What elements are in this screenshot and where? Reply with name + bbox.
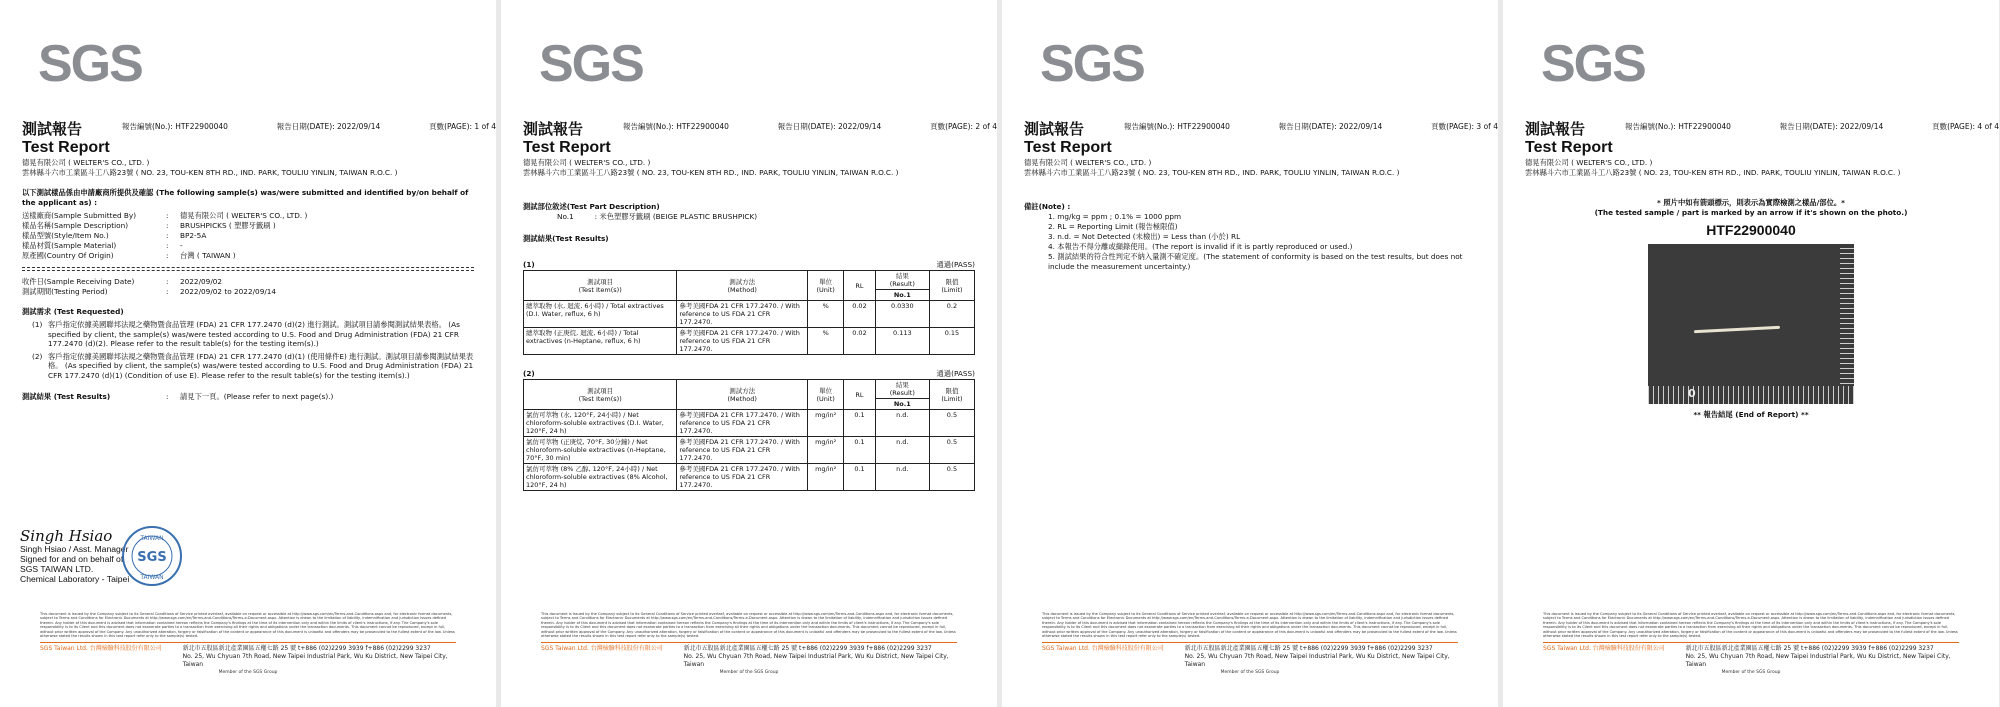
pass-label: 通過(PASS) bbox=[936, 369, 975, 378]
sgs-logo: SGS bbox=[38, 35, 142, 93]
footer-addr-en: No. 25, Wu Chyuan 7th Road, New Taipei Industrial Park, Wu Ku District, New Taipei City, Taiwan bbox=[1184, 653, 1450, 669]
footer-member: Member of the SGS Group bbox=[1721, 670, 1781, 676]
field-row: 樣品名稱(Sample Description) : BRUSHPICKS ( 塑膠牙籤刷 ) bbox=[22, 221, 276, 230]
field-row: 原產國(Country Of Origin) : 台灣 ( TAIWAN ) bbox=[22, 251, 236, 260]
note-item: 5. 測試結果的符合性判定不納入量測不確定度。(The statement of conformity is based on the test results, but does not include the measurement uncertainty.) bbox=[1048, 252, 1463, 271]
request-item: (2) 客戶指定依據美國聯邦法規之藥物暨食品管理 (FDA) 21 CFR 177.2470 (d)(1) (使用條件E) 進行測試。測試項目請參閱測試結果表格。 (As specified by client, the sample(s) was/were tested according to U.S. Food and Drug Administration (FDA) 21 CFR 177.2470 (d)(1) (Condition of use E). Please refer to the result table(s) for the testing item(s).) bbox=[32, 351, 474, 380]
report-no: 報告編號(No.): HTF22900040 bbox=[122, 122, 228, 131]
col-method: 測試方法 (Method) bbox=[677, 271, 808, 301]
table-row: 總萃取物 (正庚烷, 迴流, 6小時) / Total extractives (n-Heptane, reflux, 6 h) 參考美國FDA 21 CFR 177.2470. / With reference to US FDA 21 CFR 177.2470. % 0.02 0.113 0.15 bbox=[524, 328, 975, 355]
title-cn: 測試報告 bbox=[22, 120, 83, 138]
title-cn: 測試報告 bbox=[1024, 120, 1085, 138]
footer-addr-cn: 新北市五股區新北產業園區五權七路 25 號 t+886 (02)2299 3939 f+886 (02)2299 3237 bbox=[182, 645, 431, 653]
report-page-2 bbox=[501, 0, 997, 707]
company-name: 德晃有限公司 ( WELTER'S CO., LTD. ) bbox=[1525, 158, 1653, 167]
footer-org: SGS Taiwan Ltd. 台灣檢驗科技股份有限公司 bbox=[1042, 645, 1164, 653]
footer-member: Member of the SGS Group bbox=[719, 670, 779, 676]
col-limit: 限值 (Limit) bbox=[929, 271, 974, 301]
footer-addr-cn: 新北市五股區新北產業園區五權七路 25 號 t+886 (02)2299 3939 f+886 (02)2299 3237 bbox=[683, 645, 932, 653]
signer-name: Singh Hsiao / Asst. Manager bbox=[20, 544, 129, 554]
ruler-mark: 0 bbox=[1688, 387, 1696, 400]
table2-heading: (2) 通過(PASS) bbox=[523, 369, 975, 378]
col-item: 測試項目 (Test Item(s)) bbox=[524, 271, 677, 301]
footer-org: SGS Taiwan Ltd. 台灣檢驗科技股份有限公司 bbox=[541, 645, 663, 653]
company-name: 德晃有限公司 ( WELTER'S CO., LTD. ) bbox=[1024, 158, 1152, 167]
page-number: 頁數(PAGE): 2 of 4 bbox=[930, 122, 997, 131]
company-name: 德晃有限公司 ( WELTER'S CO., LTD. ) bbox=[22, 158, 150, 167]
company-address: 雲林縣斗六市工業區斗工八路23號 ( NO. 23, TOU-KEN 8TH RD., IND. PARK, TOULIU YINLIN, TAIWAN R.O.C. ) bbox=[22, 168, 398, 177]
report-date: 報告日期(DATE): 2022/09/14 bbox=[777, 122, 882, 131]
company-address: 雲林縣斗六市工業區斗工八路23號 ( NO. 23, TOU-KEN 8TH RD., IND. PARK, TOULIU YINLIN, TAIWAN R.O.C. ) bbox=[1525, 168, 1901, 177]
test-results-row: 測試結果 (Test Results) : 請見下一頁。(Please refer to next page(s).) bbox=[22, 392, 334, 401]
date-row: 測試期間(Testing Period) : 2022/09/02 to 2022/09/14 bbox=[22, 287, 277, 296]
signer-company: SGS TAIWAN LTD. bbox=[20, 564, 94, 574]
table-row: 氯仿可萃物 (8% 乙醇, 120°F, 24小時) / Net chloroform-soluble extractives (8% Alcohol, 120°F, 24 h) 參考美國FDA 21 CFR 177.2470. / With reference to US FDA 21 CFR 177.2470. mg/in² 0.1 n.d. 0.5 bbox=[524, 464, 975, 491]
report-no: 報告編號(No.): HTF22900040 bbox=[1124, 122, 1230, 131]
stamp-bot-text: TAIWAN bbox=[140, 574, 164, 581]
report-page-3 bbox=[1002, 0, 1498, 707]
test-results-title: 測試結果(Test Results) bbox=[523, 234, 609, 243]
page-number: 頁數(PAGE): 1 of 4 bbox=[429, 122, 496, 131]
col-unit: 單位 (Unit) bbox=[808, 380, 844, 410]
footer bbox=[40, 612, 456, 676]
report-meta bbox=[1124, 121, 1498, 132]
sgs-logo: SGS bbox=[539, 35, 643, 93]
footer-addr-cn: 新北市五股區新北產業園區五權七路 25 號 t+886 (02)2299 3939 f+886 (02)2299 3237 bbox=[1184, 645, 1433, 653]
report-date: 報告日期(DATE): 2022/09/14 bbox=[1779, 122, 1884, 131]
col-item: 測試項目 (Test Item(s)) bbox=[524, 380, 677, 410]
title-cn: 測試報告 bbox=[1525, 120, 1586, 138]
report-header bbox=[523, 118, 997, 158]
photo-caption-en: (The tested sample / part is marked by an arrow if it's shown on the photo.) bbox=[1594, 208, 1908, 217]
col-result: 結果 (Result) bbox=[875, 271, 929, 290]
col-unit: 單位 (Unit) bbox=[808, 271, 844, 301]
signed-for: Signed for and on behalf of bbox=[20, 554, 124, 564]
col-method: 測試方法 (Method) bbox=[677, 380, 808, 410]
signature-block bbox=[20, 528, 129, 584]
field-row: 送樣廠商(Sample Submitted By) : 德晃有限公司 ( WELTER'S CO., LTD. ) bbox=[22, 211, 308, 220]
page-number: 頁數(PAGE): 4 of 4 bbox=[1932, 122, 1999, 131]
company-name: 德晃有限公司 ( WELTER'S CO., LTD. ) bbox=[523, 158, 651, 167]
report-meta bbox=[122, 121, 496, 132]
test-requested-title: 測試需求 (Test Requested) bbox=[22, 307, 124, 316]
part-description: No.1 : 米色塑膠牙籤刷 (BEIGE PLASTIC BRUSHPICK) bbox=[557, 212, 758, 221]
sample-fields bbox=[22, 211, 474, 261]
report-meta bbox=[623, 121, 997, 132]
report-page-1 bbox=[0, 0, 496, 707]
notes-list bbox=[1024, 212, 1468, 272]
brushpick-sample bbox=[1694, 326, 1780, 333]
table1-heading: (1) 通過(PASS) bbox=[523, 260, 975, 269]
report-date: 報告日期(DATE): 2022/09/14 bbox=[276, 122, 381, 131]
note-item: 1. mg/kg = ppm ; 0.1% = 1000 ppm bbox=[1048, 212, 1182, 221]
sample-photo bbox=[1648, 244, 1854, 404]
results-table-1 bbox=[523, 270, 975, 355]
end-of-report: ** 報告結尾 (End of Report) ** bbox=[1693, 410, 1809, 419]
footer-disclaimer: This document is issued by the Company subject to its General Conditions of Service printed overleaf, available on request or accessible at http://www.sgs.com/en/Terms-and-Conditions.aspx and, for electronic format documents, subject to Terms and Conditions for Electronic Documents at http://www.sgs.com/en/Terms-and-Conditions/Terms-e-Document.aspx. Attention is drawn to the limitation of liability, indemnification and jurisdiction issues defined therein. Any holder of this document is advised that information contained hereon reflects the Company's findings at the time of its intervention only and within the limits of client's instructions, if any. The Company's sole responsibility is to its Client and this document does not exonerate parties to a transaction from exercising all their rights and obligations under the transaction documents. This document cannot be reproduced, except in full, without prior written approval of the Company. Any unauthorized alteration, forgery or falsification of the content or appearance of this document is unlawful and offenders may be prosecuted to the fullest extent of the law. Unless otherwise stated the results shown in this test report refer only to the sample(s) tested. bbox=[40, 612, 455, 639]
col-result: 結果 (Result) bbox=[875, 380, 929, 399]
footer-addr-en: No. 25, Wu Chyuan 7th Road, New Taipei Industrial Park, Wu Ku District, New Taipei City, Taiwan bbox=[182, 653, 448, 669]
divider bbox=[22, 267, 474, 271]
report-header bbox=[22, 118, 496, 158]
footer-member: Member of the SGS Group bbox=[218, 670, 278, 676]
footer-org: SGS Taiwan Ltd. 台灣檢驗科技股份有限公司 bbox=[1543, 645, 1665, 653]
pass-label: 通過(PASS) bbox=[936, 260, 975, 269]
col-rl: RL bbox=[844, 271, 876, 301]
field-row: 樣品型號(Style/Item No.) : BP2-5A bbox=[22, 231, 207, 240]
table-row: 總萃取物 (水, 迴流, 6小時) / Total extractives (D.I. Water, reflux, 6 h) 參考美國FDA 21 CFR 177.2470. / With reference to US FDA 21 CFR 177.2470. % 0.02 0.0330 0.2 bbox=[524, 301, 975, 328]
footer bbox=[1543, 612, 1959, 676]
title-en: Test Report bbox=[1024, 139, 1112, 156]
footer-addr-cn: 新北市五股區新北產業園區五權七路 25 號 t+886 (02)2299 3939 f+886 (02)2299 3237 bbox=[1685, 645, 1934, 653]
title-en: Test Report bbox=[22, 139, 110, 156]
title-en: Test Report bbox=[523, 139, 611, 156]
footer-member: Member of the SGS Group bbox=[1220, 670, 1280, 676]
company-address: 雲林縣斗六市工業區斗工八路23號 ( NO. 23, TOU-KEN 8TH RD., IND. PARK, TOULIU YINLIN, TAIWAN R.O.C. ) bbox=[523, 168, 899, 177]
table-row: 氯仿可萃物 (水, 120°F, 24小時) / Net chloroform-soluble extractives (D.I. Water, 120°F, 24 h) 參考美國FDA 21 CFR 177.2470. / With reference to US FDA 21 CFR 177.2470. mg/in² 0.1 n.d. 0.5 bbox=[524, 410, 975, 437]
footer bbox=[541, 612, 957, 676]
report-page-4 bbox=[1503, 0, 1999, 707]
ruler-vertical bbox=[1840, 244, 1854, 404]
ruler-horizontal bbox=[1648, 386, 1854, 404]
report-no: 報告編號(No.): HTF22900040 bbox=[623, 122, 729, 131]
request-item: (1) 客戶指定依據美國聯邦法規之藥物暨食品管理 (FDA) 21 CFR 177.2470 (d)(2) 進行測試。測試項目請參閱測試結果表格。 (As specified by client, the sample(s) was/were tested according to U.S. Food and Drug Administration (FDA) 21 CFR 177.2470 (d)(2). Please refer to the result table(s) for the testing item(s).) bbox=[32, 320, 460, 348]
col-limit: 限值 (Limit) bbox=[929, 380, 974, 410]
date-row: 收件日(Sample Receiving Date) : 2022/09/02 bbox=[22, 277, 223, 286]
report-no: 報告編號(No.): HTF22900040 bbox=[1625, 122, 1731, 131]
part-description-title: 測試部位敘述(Test Part Description) bbox=[523, 202, 660, 211]
results-table-2 bbox=[523, 379, 975, 491]
report-date: 報告日期(DATE): 2022/09/14 bbox=[1278, 122, 1383, 131]
footer-addr-en: No. 25, Wu Chyuan 7th Road, New Taipei Industrial Park, Wu Ku District, New Taipei City, Taiwan bbox=[683, 653, 949, 669]
table-row: 氯仿可萃物 (正庚烷, 70°F, 30分鐘) / Net chloroform-soluble extractives (n-Heptane, 70°F, 30 min) 參考美國FDA 21 CFR 177.2470. / With reference to US FDA 21 CFR 177.2470. mg/in² 0.1 n.d. 0.5 bbox=[524, 437, 975, 464]
signer-lab: Chemical Laboratory - Taipei bbox=[20, 574, 130, 584]
col-no1: No.1 bbox=[875, 399, 929, 410]
report-meta bbox=[1625, 121, 1999, 132]
sgs-logo: SGS bbox=[1040, 35, 1144, 93]
stamp-top-text: TAIWAN bbox=[140, 535, 164, 542]
field-row: 樣品材質(Sample Material) : - bbox=[22, 241, 183, 250]
footer-addr-en: No. 25, Wu Chyuan 7th Road, New Taipei Industrial Park, Wu Ku District, New Taipei City, Taiwan bbox=[1685, 653, 1951, 669]
company-address: 雲林縣斗六市工業區斗工八路23號 ( NO. 23, TOU-KEN 8TH RD., IND. PARK, TOULIU YINLIN, TAIWAN R.O.C. ) bbox=[1024, 168, 1400, 177]
report-header bbox=[1024, 118, 1498, 158]
col-rl: RL bbox=[844, 380, 876, 410]
photo-caption-cn: * 照片中如有箭頭標示，則表示為實際檢測之樣品/部位。* bbox=[1657, 198, 1845, 207]
note-item: 3. n.d. = Not Detected (未檢出) = Less than (小於) RL bbox=[1048, 232, 1241, 241]
footer-disclaimer: This document is issued by the Company subject to its General Conditions of Service printed overleaf, available on request or accessible at http://www.sgs.com/en/Terms-and-Conditions.aspx and, for electronic format documents, subject to Terms and Conditions for Electronic Documents at http://www.sgs.com/en/Terms-and-Conditions/Terms-e-Document.aspx. Attention is drawn to the limitation of liability, indemnification and jurisdiction issues defined therein. Any holder of this document is advised that information contained hereon reflects the Company's findings at the time of its intervention only and within the limits of client's instructions, if any. The Company's sole responsibility is to its Client and this document does not exonerate parties to a transaction from exercising all their rights and obligations under the transaction documents. This document cannot be reproduced, except in full, without prior written approval of the Company. Any unauthorized alteration, forgery or falsification of the content or appearance of this document is unlawful and offenders may be prosecuted to the fullest extent of the law. Unless otherwise stated the results shown in this test report refer only to the sample(s) tested. bbox=[1042, 612, 1457, 639]
col-no1: No.1 bbox=[875, 290, 929, 301]
title-cn: 測試報告 bbox=[523, 120, 584, 138]
sgs-logo: SGS bbox=[1541, 35, 1645, 93]
note-item: 4. 本報告不得分離或擷錄使用。(The report is invalid if it is partly reproduced or used.) bbox=[1048, 242, 1353, 251]
note-title: 備註(Note) : bbox=[1024, 202, 1071, 211]
footer bbox=[1042, 612, 1458, 676]
footer-disclaimer: This document is issued by the Company subject to its General Conditions of Service printed overleaf, available on request or accessible at http://www.sgs.com/en/Terms-and-Conditions.aspx and, for electronic format documents, subject to Terms and Conditions for Electronic Documents at http://www.sgs.com/en/Terms-and-Conditions/Terms-e-Document.aspx. Attention is drawn to the limitation of liability, indemnification and jurisdiction issues defined therein. Any holder of this document is advised that information contained hereon reflects the Company's findings at the time of its intervention only and within the limits of client's instructions, if any. The Company's sole responsibility is to its Client and this document does not exonerate parties to a transaction from exercising all their rights and obligations under the transaction documents. This document cannot be reproduced, except in full, without prior written approval of the Company. Any unauthorized alteration, forgery or falsification of the content or appearance of this document is unlawful and offenders may be prosecuted to the fullest extent of the law. Unless otherwise stated the results shown in this test report refer only to the sample(s) tested. bbox=[541, 612, 956, 639]
photo-id: HTF22900040 bbox=[1706, 222, 1796, 238]
sgs-stamp-icon bbox=[120, 524, 184, 588]
signature-script: Singh Hsiao bbox=[20, 527, 113, 545]
sample-intro: 以下測試樣品係由申請廠商所提供及確認 (The following sample(s) was/were submitted and identified by/on behalf of the applicant as) : bbox=[22, 188, 469, 207]
note-item: 2. RL = Reporting Limit (報告極限值) bbox=[1048, 222, 1178, 231]
stamp-mid-text: SGS bbox=[137, 550, 167, 565]
title-en: Test Report bbox=[1525, 139, 1613, 156]
footer-org: SGS Taiwan Ltd. 台灣檢驗科技股份有限公司 bbox=[40, 645, 162, 653]
page-number: 頁數(PAGE): 3 of 4 bbox=[1431, 122, 1498, 131]
footer-disclaimer: This document is issued by the Company subject to its General Conditions of Service printed overleaf, available on request or accessible at http://www.sgs.com/en/Terms-and-Conditions.aspx and, for electronic format documents, subject to Terms and Conditions for Electronic Documents at http://www.sgs.com/en/Terms-and-Conditions/Terms-e-Document.aspx. Attention is drawn to the limitation of liability, indemnification and jurisdiction issues defined therein. Any holder of this document is advised that information contained hereon reflects the Company's findings at the time of its intervention only and within the limits of client's instructions, if any. The Company's sole responsibility is to its Client and this document does not exonerate parties to a transaction from exercising all their rights and obligations under the transaction documents. This document cannot be reproduced, except in full, without prior written approval of the Company. Any unauthorized alteration, forgery or falsification of the content or appearance of this document is unlawful and offenders may be prosecuted to the fullest extent of the law. Unless otherwise stated the results shown in this test report refer only to the sample(s) tested. bbox=[1543, 612, 1958, 639]
report-header bbox=[1525, 118, 1999, 158]
